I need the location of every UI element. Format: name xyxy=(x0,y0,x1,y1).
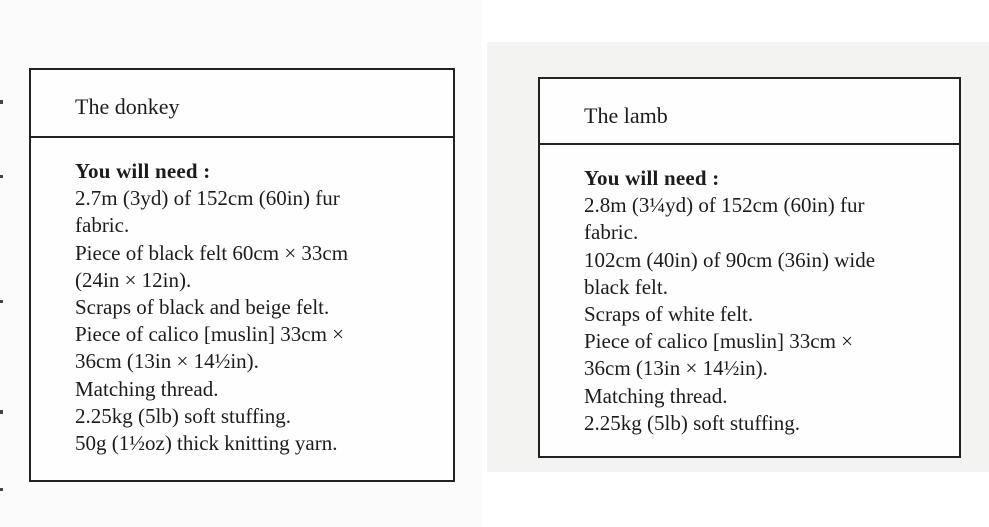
donkey-material-line: Piece of black felt 60cm × 33cm xyxy=(75,240,349,265)
donkey-material-line: 50g (1½oz) thick knitting yarn. xyxy=(75,431,338,456)
lamb-material-line: fabric. xyxy=(584,220,639,245)
lamb-material-line: Piece of calico [muslin] 33cm × xyxy=(584,329,854,354)
donkey-material-line: (24in × 12in). xyxy=(75,267,192,292)
scan-edge-mark xyxy=(0,488,3,491)
scan-edge-mark xyxy=(0,300,3,303)
lamb-need-label: You will need : xyxy=(584,166,720,190)
donkey-materials-list xyxy=(31,158,358,457)
lamb-material-line: 2.25kg (5lb) soft stuffing. xyxy=(584,410,801,435)
lamb-material-line: black felt. xyxy=(584,274,668,299)
donkey-material-line: Matching thread. xyxy=(75,376,219,401)
donkey-need-label: You will need : xyxy=(75,159,211,183)
donkey-material-line: fabric. xyxy=(75,213,130,238)
donkey-title: The donkey xyxy=(31,70,453,138)
scan-edge-mark xyxy=(0,175,3,178)
lamb-material-line: 36cm (13in × 14½in). xyxy=(584,356,768,381)
lamb-title: The lamb xyxy=(540,79,959,145)
lamb-materials-box xyxy=(538,77,961,458)
donkey-material-line: Piece of calico [muslin] 33cm × xyxy=(75,322,345,347)
donkey-materials-box xyxy=(29,68,455,482)
donkey-material-line: 2.7m (3yd) of 152cm (60in) fur xyxy=(75,186,340,211)
donkey-material-line: 36cm (13in × 14½in). xyxy=(75,349,259,374)
scan-edge-mark xyxy=(0,100,3,104)
donkey-material-line: 2.25kg (5lb) soft stuffing. xyxy=(75,403,292,428)
scan-edge-mark xyxy=(0,410,3,414)
lamb-materials-list xyxy=(540,165,885,437)
lamb-material-line: Scraps of white felt. xyxy=(584,302,754,327)
lamb-material-line: Matching thread. xyxy=(584,383,728,408)
lamb-material-line: 102cm (40in) of 90cm (36in) wide xyxy=(584,247,876,272)
donkey-material-line: Scraps of black and beige felt. xyxy=(75,295,330,320)
lamb-material-line: 2.8m (3¼yd) of 152cm (60in) fur xyxy=(584,193,865,218)
